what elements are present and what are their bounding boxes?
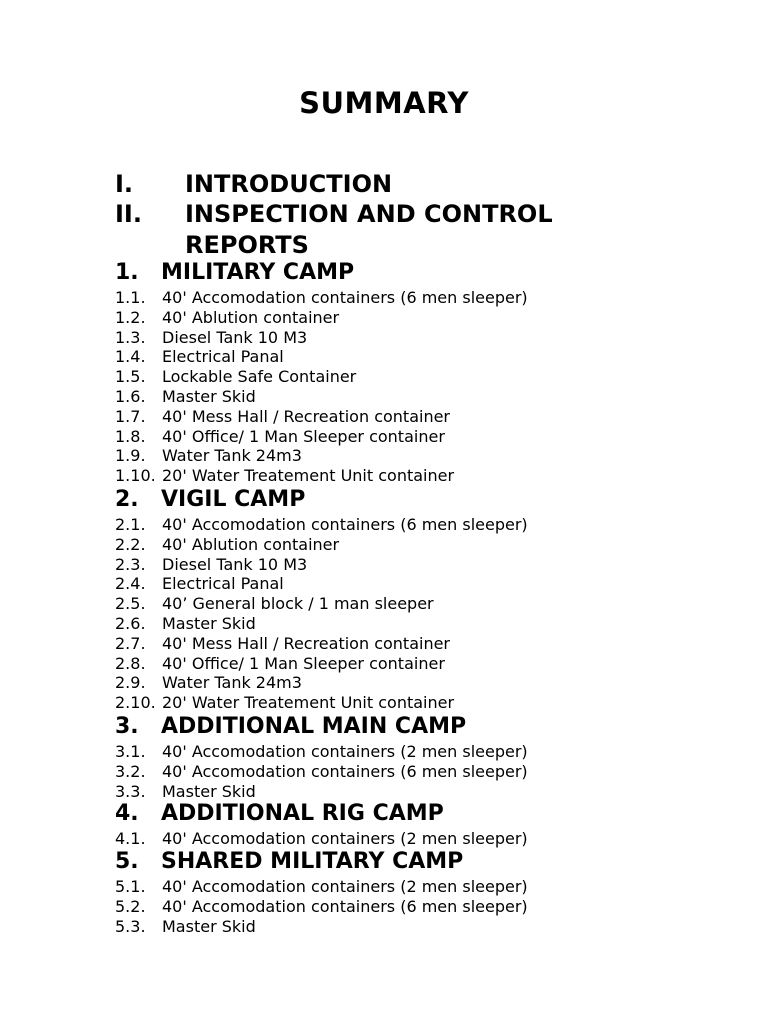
list-item-number: 1.5. xyxy=(115,367,146,387)
section-title: SHARED MILITARY CAMP xyxy=(161,849,464,874)
list-item-label: Master Skid xyxy=(162,387,256,406)
list-item-number: 1.10. xyxy=(115,466,156,486)
list-item-label: 40' Mess Hall / Recreation container xyxy=(162,633,450,653)
list-item-number: 1.8. xyxy=(115,426,146,446)
list-item-number: 1.3. xyxy=(115,327,146,347)
list-item-label: 40' Ablution container xyxy=(162,307,340,327)
list-item-label: Water Tank 24m3 xyxy=(162,673,302,693)
section-heading xyxy=(115,800,444,828)
list-item-label: 40' Ablution container xyxy=(162,534,340,554)
list-item-number: 5.3. xyxy=(115,916,146,936)
list-item-label: 40' Mess Hall / Recreation container xyxy=(162,406,450,426)
section-title: MILITARY CAMP xyxy=(161,260,355,285)
section-number: 2. xyxy=(115,487,139,512)
list-item-number: 1.6. xyxy=(115,387,146,406)
list-item-label: 40' Accomodation containers (6 men sleeper) xyxy=(162,761,528,781)
section-heading xyxy=(115,713,466,741)
list-item-label: Master Skid xyxy=(162,916,256,936)
list-item-number: 3.2. xyxy=(115,761,146,781)
list-item-label: Master Skid xyxy=(162,614,256,633)
section-number: 5. xyxy=(115,849,139,874)
list-item-number: 2.5. xyxy=(115,594,146,614)
list-item-label: 40' Accomodation containers (6 men sleeper) xyxy=(162,288,528,307)
list-item-number: 2.7. xyxy=(115,633,146,653)
list-item-label: 40' Accomodation containers (2 men sleeper) xyxy=(162,877,528,896)
list-item-number: 2.9. xyxy=(115,673,146,693)
list-item-number: 1.7. xyxy=(115,406,146,426)
list-item-number: 1.4. xyxy=(115,347,146,367)
list-item-label: Diesel Tank 10 M3 xyxy=(162,554,308,574)
list-item-number: 2.1. xyxy=(115,515,146,534)
page-title: SUMMARY xyxy=(299,86,469,120)
section-number: 1. xyxy=(115,260,139,285)
list-item-number: 3.3. xyxy=(115,781,146,801)
toc-entry-label: INTRODUCTION xyxy=(185,170,393,198)
list-item-number: 2.6. xyxy=(115,614,146,633)
toc-entry-number: II. xyxy=(115,200,142,228)
list-item-number: 2.4. xyxy=(115,574,146,594)
list-item-number: 5.1. xyxy=(115,877,146,896)
list-item-label: Lockable Safe Container xyxy=(162,367,357,387)
list-item-label: 40' Accomodation containers (2 men sleeper) xyxy=(162,829,528,848)
section-heading xyxy=(115,486,305,514)
list-item-label: 40' Office/ 1 Man Sleeper container xyxy=(162,653,445,673)
list-item-number: 2.8. xyxy=(115,653,146,673)
list-item-number: 2.2. xyxy=(115,534,146,554)
section-title: VIGIL CAMP xyxy=(161,487,306,512)
toc-entry-number: I. xyxy=(115,170,134,198)
list-item-label: Electrical Panal xyxy=(162,347,284,367)
toc-entry-label: INSPECTION AND CONTROL REPORTS xyxy=(185,200,553,259)
list-item-number: 2.10. xyxy=(115,693,156,713)
list-item-label: Water Tank 24m3 xyxy=(162,446,302,466)
list-item-number: 5.2. xyxy=(115,896,146,916)
list-item-label: 20' Water Treatement Unit container xyxy=(162,466,455,486)
section-heading xyxy=(115,259,354,287)
list-item-label: 40' Accomodation containers (2 men sleeper) xyxy=(162,742,528,761)
list-item-number: 1.9. xyxy=(115,446,146,466)
list-item-label: 20' Water Treatement Unit container xyxy=(162,693,455,713)
list-item-number: 2.3. xyxy=(115,554,146,574)
section-number: 3. xyxy=(115,714,139,739)
section-number: 4. xyxy=(115,801,139,826)
list-item-label: Master Skid xyxy=(162,781,256,801)
section-title: ADDITIONAL MAIN CAMP xyxy=(161,714,467,739)
list-item-number: 1.1. xyxy=(115,288,146,307)
list-item-label: 40' Accomodation containers (6 men sleeper) xyxy=(162,896,528,916)
list-item-number: 1.2. xyxy=(115,307,146,327)
section-heading xyxy=(115,848,463,876)
list-item-label: Electrical Panal xyxy=(162,574,284,594)
list-item-label: 40' Office/ 1 Man Sleeper container xyxy=(162,426,445,446)
list-item-number: 3.1. xyxy=(115,742,146,761)
list-item-label: 40’ General block / 1 man sleeper xyxy=(162,594,434,614)
section-title: ADDITIONAL RIG CAMP xyxy=(161,801,444,826)
list-item-number: 4.1. xyxy=(115,829,146,848)
list-item-label: 40' Accomodation containers (6 men sleeper) xyxy=(162,515,528,534)
list-item-label: Diesel Tank 10 M3 xyxy=(162,327,308,347)
